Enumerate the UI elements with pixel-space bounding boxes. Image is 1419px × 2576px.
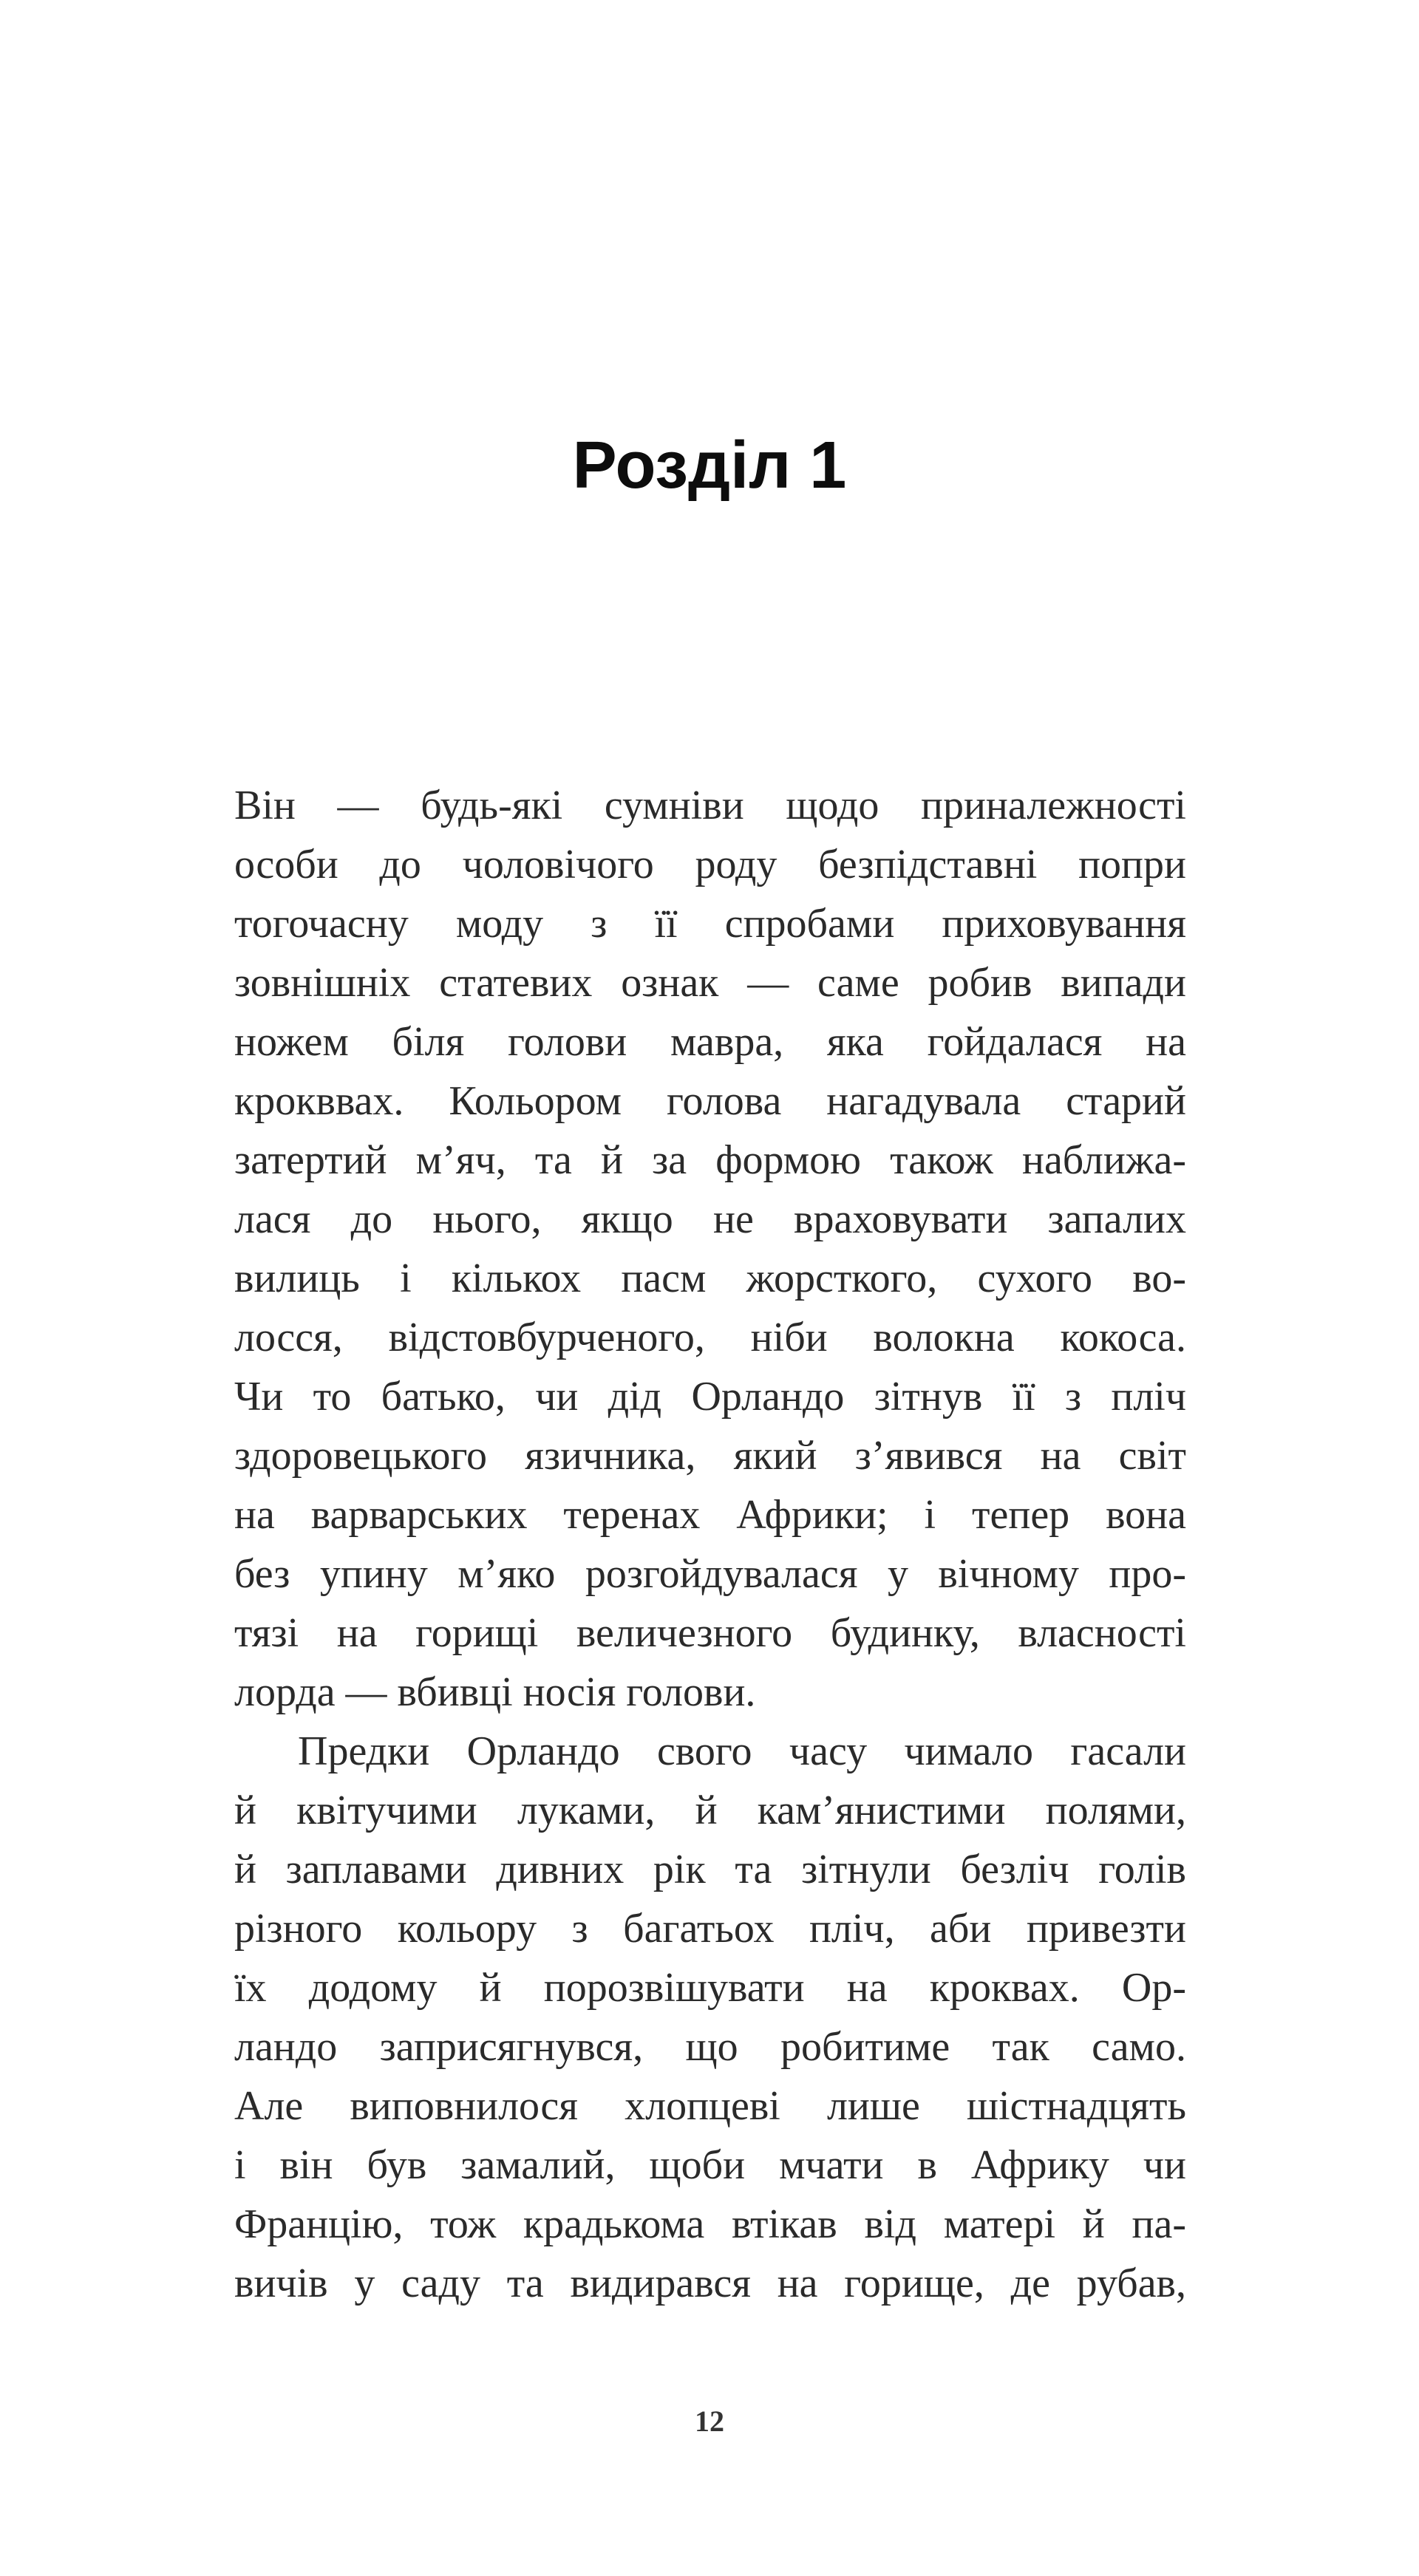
text-line: Предки Орландо свого часу чимало гасали (298, 1728, 1186, 1774)
text-line: й заплавами дивних рік та зітнули безліч голів (234, 1847, 1186, 1892)
text-line: різного кольору з багатьох пліч, аби привезти (234, 1906, 1186, 1952)
page-number: 12 (695, 2405, 724, 2438)
text-line: лосся, відстовбурченого, ніби волокна кокоса. (234, 1315, 1186, 1360)
text-line: ножем біля голови мавра, яка гойдалася на (234, 1019, 1186, 1065)
text-line: тязі на горищі величезного будинку, власності (234, 1610, 1186, 1656)
text-line: й квітучими луками, й кам’янистими полями, (234, 1788, 1186, 1833)
text-line: на варварських теренах Африки; і тепер вона (234, 1492, 1186, 1538)
chapter-title: Розділ 1 (572, 429, 847, 502)
text-line: тогочасну моду з її спробами приховування (234, 901, 1186, 947)
text-line: без упину м’яко розгойдувалася у вічному про- (234, 1551, 1186, 1597)
text-line: лася до нього, якщо не враховувати запалих (234, 1196, 1186, 1242)
text-line: лорда — вбивці носія голови. (234, 1669, 756, 1715)
text-line: Він — будь-які сумніви щодо приналежності (234, 783, 1186, 828)
text-line: і він був замалий, щоби мчати в Африку чи (234, 2142, 1186, 2188)
text-line: особи до чоловічого роду безпідставні попри (234, 842, 1186, 887)
text-line: затертий м’яч, та й за формою також наближа- (234, 1137, 1186, 1183)
text-line: крокввах. Кольором голова нагадувала старий (234, 1078, 1186, 1124)
text-line: їх додому й порозвішувати на кроквах. Ор- (234, 1965, 1186, 2011)
text-line: зовнішніх статевих ознак — саме робив випади (234, 960, 1186, 1006)
body-text (234, 776, 1186, 2313)
text-line: вичів у саду та видирався на горище, де рубав, (234, 2260, 1186, 2306)
text-line: ландо заприсягнувся, що робитиме так само. (234, 2024, 1186, 2070)
text-line: Але виповнилося хлопцеві лише шістнадцять (234, 2083, 1186, 2129)
text-line: Францію, тож крадькома втікав від матері й па- (234, 2201, 1186, 2247)
text-line: Чи то батько, чи дід Орландо зітнув її з пліч (234, 1374, 1186, 1420)
paragraph-1 (234, 776, 1186, 1722)
text-line: вилиць і кількох пасм жорсткого, сухого во- (234, 1255, 1186, 1301)
text-line: здоровецького язичника, який з’явився на світ (234, 1433, 1186, 1479)
paragraph-2 (234, 1722, 1186, 2313)
